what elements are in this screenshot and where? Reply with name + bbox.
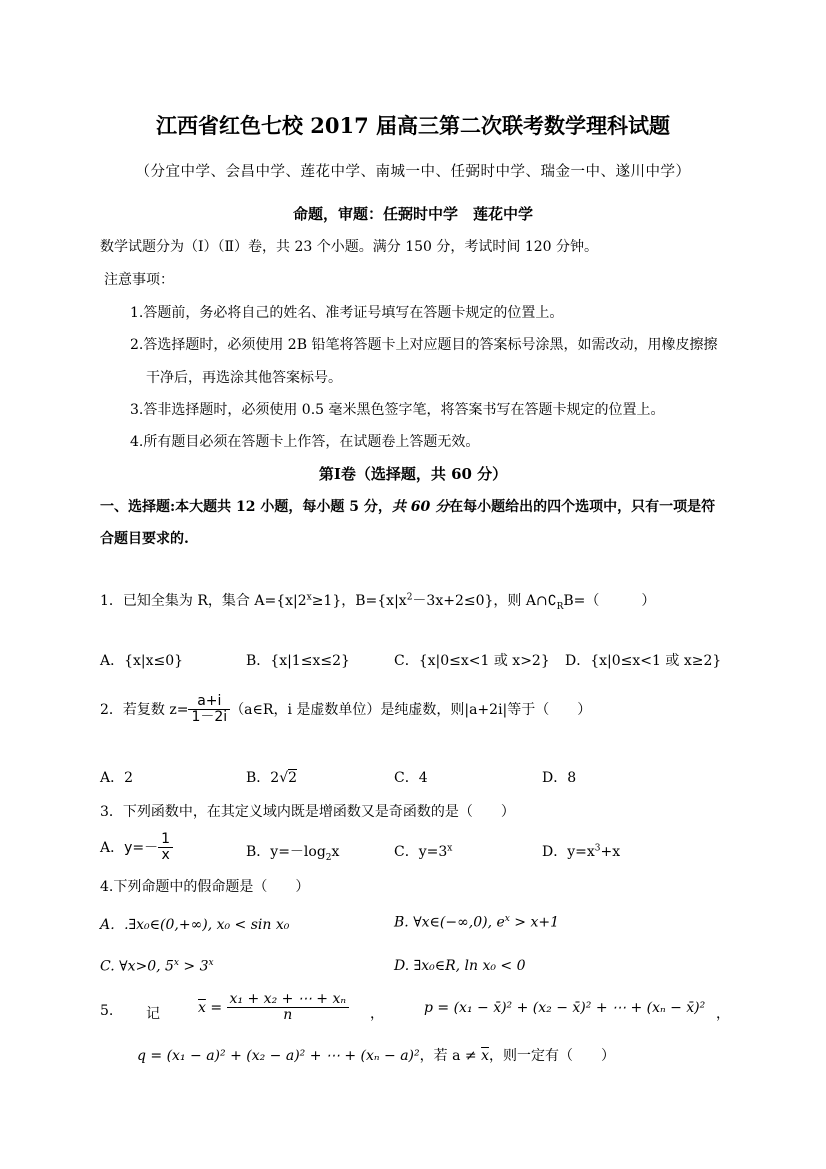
q3-option-d-sup: 3 — [594, 843, 601, 854]
q2-fraction — [188, 694, 230, 726]
instr-part-a: 一、选择题:本大题共 12 小题，每小题 5 分， — [100, 499, 392, 515]
q5-mean-num: x₁ + x₂ + ⋯ + xₙ — [227, 992, 349, 1008]
q2-option-b — [246, 767, 297, 787]
q3-stem: 3．下列函数中，在其定义域内既是增函数又是奇函数的是（ ） — [100, 804, 515, 820]
note-3: 3.答非选择题时，必须使用 0.5 毫米黑色签字笔，将答案书写在答题卡规定的位置上。 — [130, 402, 665, 418]
q3-option-a — [100, 832, 173, 864]
q2-option-b-coef: B．2 — [246, 770, 280, 786]
q1-option-d: D．{x|0≤x<1 或 x≥2} — [565, 653, 722, 669]
school-list: （分宜中学、会昌中学、莲花中学、南城一中、任弼时中学、瑞金一中、遂川中学） — [135, 164, 691, 180]
q3-option-d-c: +x — [600, 844, 621, 860]
q4-option-b-a: B. ∀x∈(−∞,0), e — [394, 914, 505, 931]
section-instructions — [100, 496, 715, 516]
q3-option-a-den: x — [161, 847, 170, 864]
q3-option-a-num: 1 — [158, 832, 173, 848]
q1-stem-g: B=（ ） — [563, 593, 656, 609]
section-heading: 第Ⅰ卷（选择题，共 60 分） — [318, 465, 508, 483]
q4-option-b-c: > x+1 — [509, 914, 560, 931]
q2-option-b-radicand: 2 — [288, 770, 298, 786]
exam-title: 江西省红色七校 2017 届高三第二次联考数学理科试题 — [155, 113, 671, 138]
q1-option-a: A．{x|x≤0} — [100, 653, 184, 669]
q5-tail-c: ，则一定有（ ） — [488, 1048, 615, 1064]
q3-option-d-a: D．y=x — [542, 844, 595, 860]
q4-option-a: A．.∃x₀∈(0,+∞), x₀ < sin x₀ — [100, 917, 290, 933]
q4-option-c — [100, 958, 214, 975]
q4-option-c-sup2: x — [208, 958, 214, 968]
q2-option-d: D．8 — [542, 770, 577, 786]
q3-option-d — [542, 841, 620, 861]
q2-stem-a: 2．若复数 z= — [100, 701, 189, 718]
q3-option-a-lhs: y=－ — [124, 839, 159, 856]
q2-stem — [100, 694, 591, 726]
q5-q-expr: q = (x₁ − a)² + (x₂ − a)² + ⋯ + (xₙ − a)² — [137, 1048, 420, 1064]
review-line: 命题，审题：任弼时中学 莲花中学 — [292, 205, 533, 223]
q2-option-a: A．2 — [100, 770, 134, 786]
note-2-cont: 干净后，再选涂其他答案标号。 — [146, 370, 342, 386]
q4-option-c-c: > 3 — [178, 958, 209, 975]
q3-option-b-sub: 2 — [325, 852, 332, 863]
q1-option-b: B．{x|1≤x≤2} — [246, 653, 350, 669]
q4-option-b — [394, 914, 559, 931]
q4-option-c-a: C. ∀x>0, 5 — [100, 958, 174, 975]
instr-part-c: 在每小题给出的四个选项中，只有一项是符 — [449, 499, 716, 515]
q1-stem — [100, 590, 655, 612]
q5-q-line — [137, 1045, 615, 1065]
q3-option-b — [246, 841, 339, 863]
q5-mean-den: n — [283, 1007, 293, 1024]
q5-mean-def — [198, 992, 349, 1024]
q4-stem: 4.下列命题中的假命题是（ ） — [100, 879, 310, 895]
q1-sub-r: R — [556, 601, 564, 612]
sqrt-icon: √ — [279, 770, 289, 786]
q5-mean-fraction — [227, 992, 349, 1024]
q1-sup-2: 2 — [406, 592, 413, 603]
q1-stem-c: ≥1}，B={x|x — [311, 593, 407, 609]
q5-xbar: $\overline{x}$ — [198, 999, 206, 1016]
instr-part-b: 共 60 分 — [391, 499, 450, 515]
q1-sup-x: x — [306, 592, 312, 603]
q2-fraction-den: 1－2i — [191, 709, 228, 726]
q1-stem-e: －3x+2≤0}，则 A∩∁ — [412, 593, 557, 609]
q5-ji: 记 — [146, 1006, 160, 1022]
q1-option-c: C．{x|0≤x<1 或 x>2} — [394, 653, 550, 669]
intro-line: 数学试题分为（Ⅰ）（Ⅱ）卷，共 23 个小题。满分 150 分，考试时间 120 分钟。 — [100, 239, 599, 255]
q5-number: 5. — [100, 1003, 114, 1019]
q5-p-expr: p = (x₁ − x̄)² + (x₂ − x̄)² + ⋯ + (xₙ − x̄)² — [424, 1000, 706, 1016]
q3-option-c — [394, 841, 452, 861]
q2-option-c: C．4 — [394, 770, 428, 786]
q2-fraction-num: a+i — [188, 694, 230, 710]
notice-title: 注意事项： — [104, 272, 174, 288]
q5-tail-a: ，若 a ≠ — [419, 1048, 482, 1064]
q3-option-a-label: A． — [100, 839, 125, 856]
q2-stem-b: （a∈R，i 是虚数单位）是纯虚数，则|a+2i|等于（ ） — [230, 701, 592, 718]
q5-comma-2: ， — [716, 1006, 730, 1022]
note-2: 2.答选择题时，必须使用 2B 铅笔将答题卡上对应题目的答案标号涂黑，如需改动，用橡皮擦擦 — [130, 337, 718, 353]
q5-eq: = — [205, 999, 223, 1016]
q4-option-d: D. ∃x₀∈R, ln x₀ < 0 — [394, 958, 526, 974]
q3-option-c-sup: x — [447, 843, 453, 854]
note-4: 4.所有题目必须在答题卡上作答，在试题卷上答题无效。 — [130, 434, 480, 450]
q5-comma-1: ， — [370, 1006, 384, 1022]
q4-option-b-sup: x — [504, 914, 510, 924]
q1-stem-a: 1．已知全集为 R，集合 A={x|2 — [100, 593, 307, 609]
note-1: 1.答题前，务必将自己的姓名、准考证号填写在答题卡规定的位置上。 — [130, 305, 564, 321]
q3-option-b-c: x — [331, 844, 340, 860]
section-instructions-cont: 合题目要求的. — [100, 531, 189, 547]
q5-tail-xbar: $\overline{x}$ — [481, 1048, 489, 1064]
q3-option-b-a: B．y=－log — [246, 844, 326, 860]
q4-option-c-sup1: x — [173, 958, 179, 968]
q3-option-c-a: C．y=3 — [394, 844, 448, 860]
q3-option-a-fraction — [158, 832, 173, 864]
